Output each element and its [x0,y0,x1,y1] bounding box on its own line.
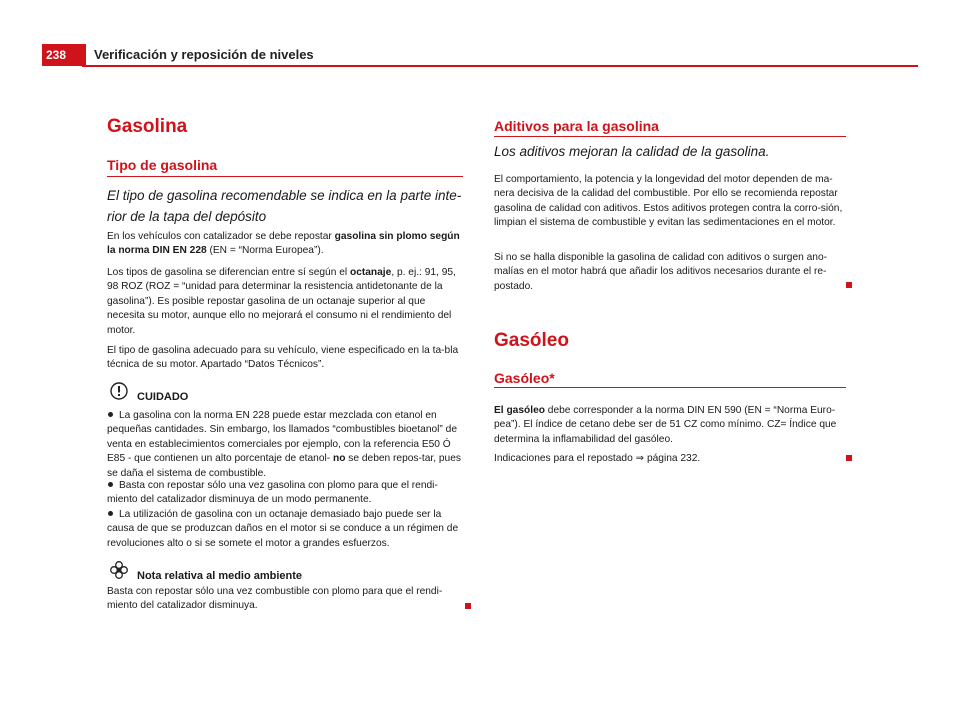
bullet [108,482,113,487]
paragraph: El comportamiento, la potencia y la longevidad del motor dependen de ma-nera decisiva de la calidad del combustible. Por ello se recomienda repostar gasolina de calidad con aditivos. Estos aditivos protegen contra la corro-sión, limpian el sistema de combustible y evitan las sedimentaciones en el motor. [494,174,843,229]
caution-item: Basta con repostar sólo una vez gasolina con plomo para que el rendi-miento del catalizador disminuya de un modo permanente. [107,480,438,506]
chapter-title: Verificación y reposición de niveles [94,47,314,62]
warning-icon [110,382,128,400]
lead-text: El tipo de gasolina recomendable se indica en la parte inte-rior de la tapa del depósito [107,188,462,224]
page-header [42,44,918,68]
paragraph: Los tipos de gasolina se diferencian entre sí según el octanaje, p. ej.: 91, 95, 98 ROZ (ROZ = “unidad para determinar la resistencia antidetonante de la gasolina”). Es posible repostar gasolina de un octanaje superior al que necesita su motor, aunque ello no mejorará el consumo ni el rendimiento del motor. [107,267,456,336]
page-number: 238 [42,44,86,66]
section-end-mark [846,455,852,461]
environment-icon [109,560,129,580]
subsection-rule [107,176,463,177]
caution-item: La gasolina con la norma EN 228 puede estar mezclada con etanol en pequeñas cantidades. Sin embargo, los llamados “combustibles bioetanol” de venta en establecimientos comerciales por ejemplo, con la referencia E50 Ó E85 - que contienen un alto porcentaje de etanol- no se deben repos-tar, pues se daña el sistema de combustible. [107,410,461,479]
paragraph: Si no se halla disponible la gasolina de calidad con aditivos o surgen ano-malías en el motor habrá que añadir los aditivos necesarios durante el re-postado. [494,252,828,292]
environment-note-text: Basta con repostar sólo una vez combustible con plomo para que el rendi-miento del catalizador disminuya. [107,586,443,612]
subsection-heading-tipo: Tipo de gasolina [107,157,218,173]
caution-title: CUIDADO [137,391,189,403]
section-end-mark [846,282,852,288]
subsection-heading-gasoleo: Gasóleo* [494,370,555,386]
caution-item: La utilización de gasolina con un octanaje demasiado bajo puede ser la causa de que se produzcan daños en el motor si se conduce a un régimen de revoluciones alto o si se somete el motor a grandes esfuerzos. [107,509,459,549]
section-end-mark [465,603,471,609]
lead-text: Los aditivos mejoran la calidad de la gasolina. [494,144,770,159]
bullet [108,511,113,516]
header-rule [82,65,918,67]
subsection-heading-aditivos: Aditivos para la gasolina [494,118,659,134]
subsection-rule [494,387,846,388]
paragraph: El tipo de gasolina adecuado para su vehículo, viene especificado en la ta-bla técnica de su motor. Apartado “Datos Técnicos”. [107,345,459,371]
section-heading-gasolina: Gasolina [107,116,188,137]
paragraph: En los vehículos con catalizador se debe repostar gasolina sin plomo según la norma DIN EN 228 (EN = “Norma Europea”). [107,231,460,257]
section-heading-gasoleo: Gasóleo [494,330,569,351]
subsection-rule [494,136,846,137]
paragraph: El gasóleo debe corresponder a la norma DIN EN 590 (EN = “Norma Euro-pea”). El índice de cetano debe ser de 51 CZ como mínimo. CZ= Índice que determina la inflamabilidad del gasóleo. [494,405,837,445]
environment-note-title: Nota relativa al medio ambiente [137,570,303,582]
page-reference: Indicaciones para el repostado ⇒ página 232. [494,453,701,464]
bullet [108,412,113,417]
